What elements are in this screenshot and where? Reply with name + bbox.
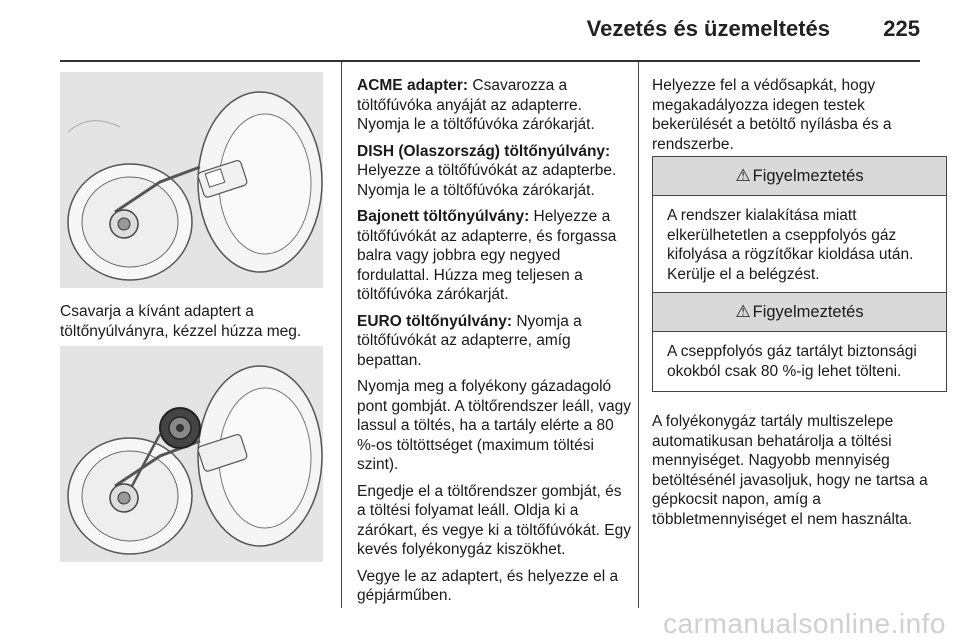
header-divider — [60, 60, 920, 62]
release-button-paragraph: Engedje el a töltőrendszer gombját, és a töltési folyamat leáll. Oldja ki a zárókart, és vegye ki a töltőfúvókát. Egy kevés folyékonygáz kiszökhet. — [357, 482, 631, 558]
dish-text: Helyezze a töltőfúvókát az adapterbe. Nyomja le a töltőfúvóka zárókarját. — [357, 162, 617, 199]
acme-term: ACME adapter: — [357, 77, 469, 94]
warning-box-1 — [652, 156, 947, 295]
caption-text: Csavarja a kívánt adaptert a töltőnyúlványra, kézzel húzza meg. — [60, 303, 302, 340]
middle-column — [357, 76, 632, 613]
page-number: 225 — [883, 16, 920, 41]
fuel-filler-illustration — [60, 72, 323, 288]
figure-fuel-filler-open — [60, 72, 323, 288]
bajonett-paragraph — [357, 207, 632, 305]
page-header-title: Vezetés és üzemeltetés — [586, 16, 830, 41]
warning-box-2 — [652, 292, 947, 392]
warning-triangle-icon: ⚠ — [735, 302, 751, 321]
warning-header-1 — [653, 157, 946, 196]
dish-term: DISH (Olaszország) töltőnyúlvány: — [357, 142, 611, 160]
column-divider-2 — [638, 62, 639, 608]
press-button-paragraph: Nyomja meg a folyékony gázadagoló pont gombját. A töltőrendszer leáll, vagy lassul a töltés, ha a tartály elérte a 80 %-os töltöttséget (maximum töltési szint). — [357, 378, 631, 473]
warning-header-2 — [653, 293, 946, 332]
warning-body-2: A cseppfolyós gáz tartályt biztonsági okokból csak 80 %-ig lehet tölteni. — [667, 343, 917, 380]
bajonett-text: Helyezze a töltőfúvókát az adapterre, és forgassa balra vagy jobbra egy negyed fordulattal. Húzza meg teljesen a töltőfúvóka zárókarját. — [357, 208, 617, 303]
figure-adapter-attached — [60, 346, 323, 562]
euro-text: Nyomja a töltőfúvókát az adapterre, amíg bepattan. — [357, 312, 582, 369]
warning-title-1: Figyelmeztetés — [752, 167, 864, 185]
figure-caption — [60, 302, 330, 348]
right-outro — [652, 412, 945, 536]
acme-text: Csavarozza a töltőfúvóka anyáját az adapterre. Nyomja le a töltőfúvóka zárókarját. — [357, 77, 595, 133]
column-divider-1 — [341, 62, 342, 608]
multivalve-paragraph: A folyékonygáz tartály multiszelepe automatikusan behatárolja a töltési mennyiséget. Nagyobb mennyiség betöltésénél javasoljuk, hogy ne tartsa a gépkocsit napon, amíg a többletmennyiséget el nem használta. — [652, 413, 928, 528]
remove-adapter-paragraph: Vegye le az adaptert, és helyezze el a gépjárműben. — [357, 567, 619, 604]
dish-paragraph — [357, 142, 632, 201]
watermark: carmanualsonline.info — [663, 608, 946, 639]
warning-triangle-icon: ⚠ — [735, 166, 751, 185]
protective-cap-paragraph: Helyezze fel a védősapkát, hogy megakadályozza idegen testek bekerülését a betöltő nyílásba és a rendszerbe. — [652, 77, 892, 153]
euro-term: EURO töltőnyúlvány: — [357, 312, 513, 330]
right-intro — [652, 76, 945, 161]
bajonett-term: Bajonett töltőnyúlvány: — [357, 208, 530, 225]
euro-paragraph — [357, 312, 632, 371]
acme-paragraph — [357, 76, 632, 135]
warning-body-1: A rendszer kialakítása miatt elkerülhetetlen a cseppfolyós gáz kifolyása a rögzítőkar kioldása után. Kerülje el a belégzést. — [667, 207, 914, 283]
adapter-illustration — [60, 346, 323, 562]
warning-title-2: Figyelmeztetés — [752, 303, 864, 321]
